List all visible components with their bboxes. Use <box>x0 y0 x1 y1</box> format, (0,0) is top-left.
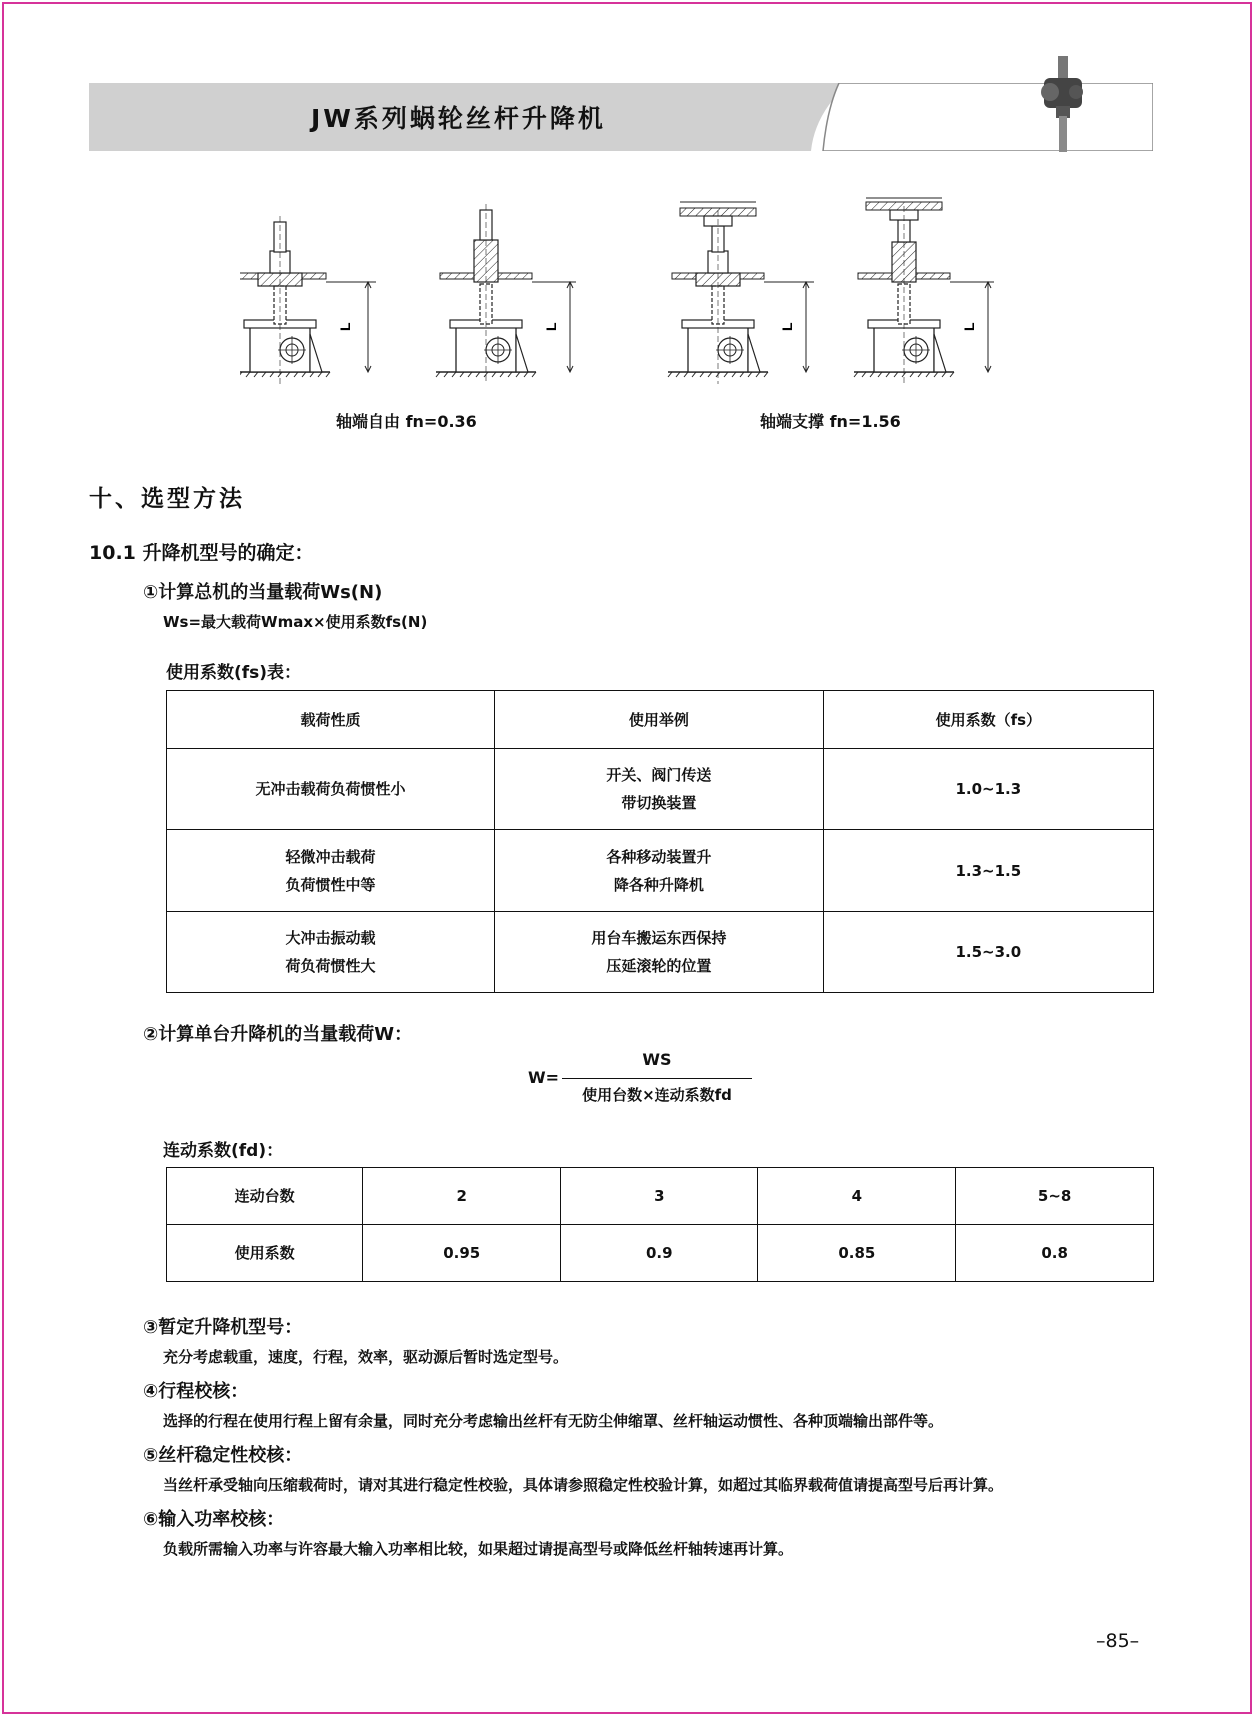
page-number: –85– <box>1096 1630 1140 1652</box>
table-cell: 大冲击振动载 荷负荷惯性大 <box>167 912 495 993</box>
table-cell: 4 <box>758 1168 956 1225</box>
fraction-bar <box>562 1078 752 1079</box>
table-cell: 使用系数 <box>167 1225 363 1282</box>
formula-numerator: WS <box>642 1050 672 1069</box>
table-cell: 0.95 <box>363 1225 561 1282</box>
formula-lhs: W= <box>528 1068 560 1087</box>
header-title: JW系列蜗轮丝杆升降机 <box>311 104 606 133</box>
table-cell: 0.85 <box>758 1225 956 1282</box>
table-header-cell: 使用举例 <box>495 691 824 749</box>
step3-title: ③暂定升降机型号： <box>143 1317 303 1338</box>
table-cell: 0.8 <box>956 1225 1154 1282</box>
table-row <box>167 1168 1154 1225</box>
dimension-label: L <box>543 322 559 331</box>
table-cell: 1.5~3.0 <box>823 912 1153 993</box>
table-header-cell: 载荷性质 <box>167 691 495 749</box>
table-cell: 1.0~1.3 <box>823 749 1153 830</box>
diagram-free-end-1 <box>240 216 376 384</box>
diagram-supported-end-1 <box>668 202 814 384</box>
fs-table <box>166 690 1154 993</box>
table-row <box>167 830 1154 912</box>
table-header-cell: 使用系数（fs） <box>823 691 1153 749</box>
header-band <box>89 83 1153 151</box>
jack-photo <box>1036 56 1090 152</box>
table-cell: 1.3~1.5 <box>823 830 1153 912</box>
fs-table-caption: 使用系数(fs)表： <box>166 663 302 683</box>
table-cell: 2 <box>363 1168 561 1225</box>
step2-formula <box>528 1050 758 1110</box>
table-header-row <box>167 691 1154 749</box>
step3-text: 充分考虑载重，速度，行程，效率，驱动源后暂时选定型号。 <box>163 1348 569 1366</box>
table-row <box>167 749 1154 830</box>
dimension-label: L <box>961 322 977 331</box>
caption-free-end: 轴端自由 fn=0.36 <box>336 412 477 431</box>
diagram-free-end-2 <box>436 204 576 384</box>
step4-title: ④行程校核： <box>143 1381 249 1402</box>
table-row <box>167 1225 1154 1282</box>
fd-table <box>166 1167 1154 1282</box>
table-cell: 3 <box>561 1168 758 1225</box>
caption-supported-end: 轴端支撑 fn=1.56 <box>760 412 901 431</box>
step1-title: ①计算总机的当量载荷Ws(N) <box>143 582 383 603</box>
table-cell: 轻微冲击载荷 负荷惯性中等 <box>167 830 495 912</box>
jack-diagrams <box>240 196 1000 396</box>
step2-title: ②计算单台升降机的当量载荷W： <box>143 1024 413 1045</box>
table-cell: 用台车搬运东西保持 压延滚轮的位置 <box>495 912 824 993</box>
step5-title: ⑤丝杆稳定性校核： <box>143 1445 303 1466</box>
dimension-label: L <box>779 322 795 331</box>
formula-denominator: 使用台数×连动系数fd <box>582 1086 732 1104</box>
table-cell: 连动台数 <box>167 1168 363 1225</box>
table-row <box>167 912 1154 993</box>
section-title: 十、选型方法 <box>89 486 245 512</box>
table-cell: 0.9 <box>561 1225 758 1282</box>
step6-title: ⑥输入功率校核： <box>143 1509 285 1530</box>
table-cell: 5~8 <box>956 1168 1154 1225</box>
step4-text: 选择的行程在使用行程上留有余量，同时充分考虑输出丝杆有无防尘伸缩罩、丝杆轴运动惯性、各种顶端输出部件等。 <box>163 1412 944 1430</box>
table-cell: 开关、阀门传送 带切换装置 <box>495 749 824 830</box>
step6-text: 负载所需输入功率与许容最大输入功率相比较，如果超过请提高型号或降低丝杆轴转速再计算。 <box>163 1540 794 1558</box>
table-cell: 无冲击载荷负荷惯性小 <box>167 749 495 830</box>
table-cell: 各种移动装置升 降各种升降机 <box>495 830 824 912</box>
dimension-label: L <box>337 322 353 331</box>
fd-table-caption: 连动系数(fd)： <box>163 1141 284 1161</box>
section-subtitle: 10.1 升降机型号的确定： <box>89 542 314 564</box>
diagram-supported-end-2 <box>854 198 994 384</box>
step5-text: 当丝杆承受轴向压缩载荷时，请对其进行稳定性校验，具体请参照稳定性校验计算，如超过其临界载荷值请提高型号后再计算。 <box>163 1476 1004 1494</box>
step1-formula: Ws=最大载荷Wmax×使用系数fs(N) <box>163 613 428 631</box>
